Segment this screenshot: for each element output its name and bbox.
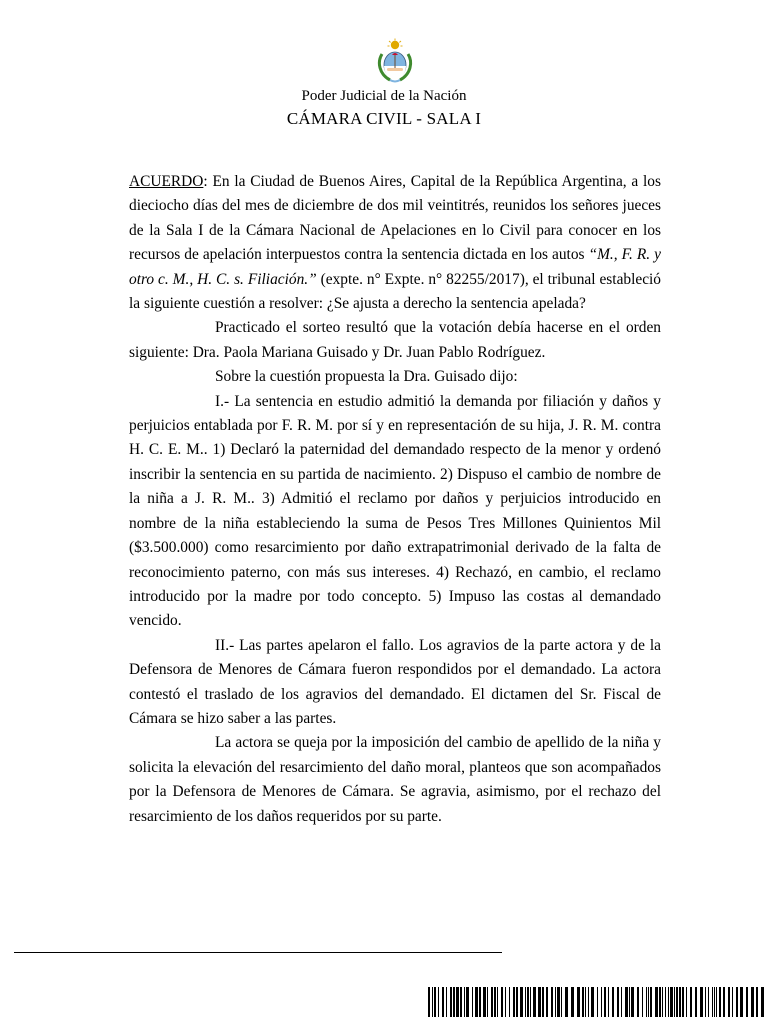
paragraph-sorteo: Practicado el sorteo resultó que la votación debía hacerse en el orden siguiente: Dra. Paola Mariana Guisado y Dr. Juan Pablo Rodríguez.	[129, 319, 661, 361]
document-body	[129, 170, 661, 829]
acuerdo-text-after-case: (expte. n° Expte. n° 82255/2017), el tribunal estableció la siguiente cuestión a resolver: ¿Se ajusta a derecho la sentencia apelada?	[129, 270, 662, 313]
acuerdo-label: ACUERDO	[129, 173, 204, 190]
paragraph-section-1: I.- La sentencia en estudio admitió la demanda por filiación y daños y perjuicios entablada por F. R. M. por sí y en representación de su hija, J. R. M. contra H. C. E. M.. 1) Declaró la paternidad del demandado respecto de la menor y ordenó inscribir la sentencia en su partida de nacimiento. 2) Dispuso el cambio de nombre de la niña a J. R. M.. 3) Admitió el reclamo por daños y perjuicios introducido en nombre de la niña estableciendo la suma de Pesos Tres Millones Quinientos Mil ($3.500.000) como resarcimiento por daño extrapatrimonial derivado de la falta de reconocimiento paterno, con más sus intereses. 4) Rechazó, en cambio, el reclamo introducido por la madre por todo concepto. 5) Impuso las costas al demandado vencido.	[129, 392, 661, 630]
paragraph-section-2: II.- Las partes apelaron el fallo. Los agravios de la parte actora y de la Defensora de Menores de Cámara fueron respondidos por el demandado. La actora contestó el traslado de los agravios del demandado. El dictamen del Sr. Fiscal de Cámara se hizo saber a las partes.	[129, 636, 661, 727]
chamber-title: CÁMARA CIVIL - SALA I	[286, 109, 482, 128]
barcode-icon	[428, 987, 764, 1017]
acuerdo-text-before-case: : En la Ciudad de Buenos Aires, Capital de la República Argentina, a los dieciocho días del mes de diciembre de dos mil veintitrés, reunidos los señores jueces de la Sala I de la Cámara Nacional de Apelaciones en lo Civil para conocer en los recursos de apelación interpuestos contra la sentencia dictada en los autos	[129, 173, 661, 264]
institution-name: Poder Judicial de la Nación	[301, 88, 467, 104]
footer-rule	[14, 952, 502, 953]
paragraph-queja: La actora se queja por la imposición del cambio de apellido de la niña y solicita la elevación del resarcimiento del daño moral, planteos que son acompañados por la Defensora de Menores de Cámara. Se agravia, asimismo, por el rechazo del resarcimiento de los daños requeridos por su parte.	[129, 734, 661, 825]
coat-of-arms-icon	[376, 38, 414, 84]
paragraph-acuerdo	[129, 170, 661, 316]
paragraph-cuestion: Sobre la cuestión propuesta la Dra. Guisado dijo:	[215, 368, 518, 386]
case-title: “M., F. R. y otro c. M., H. C. s. Filiación.”	[129, 246, 661, 288]
